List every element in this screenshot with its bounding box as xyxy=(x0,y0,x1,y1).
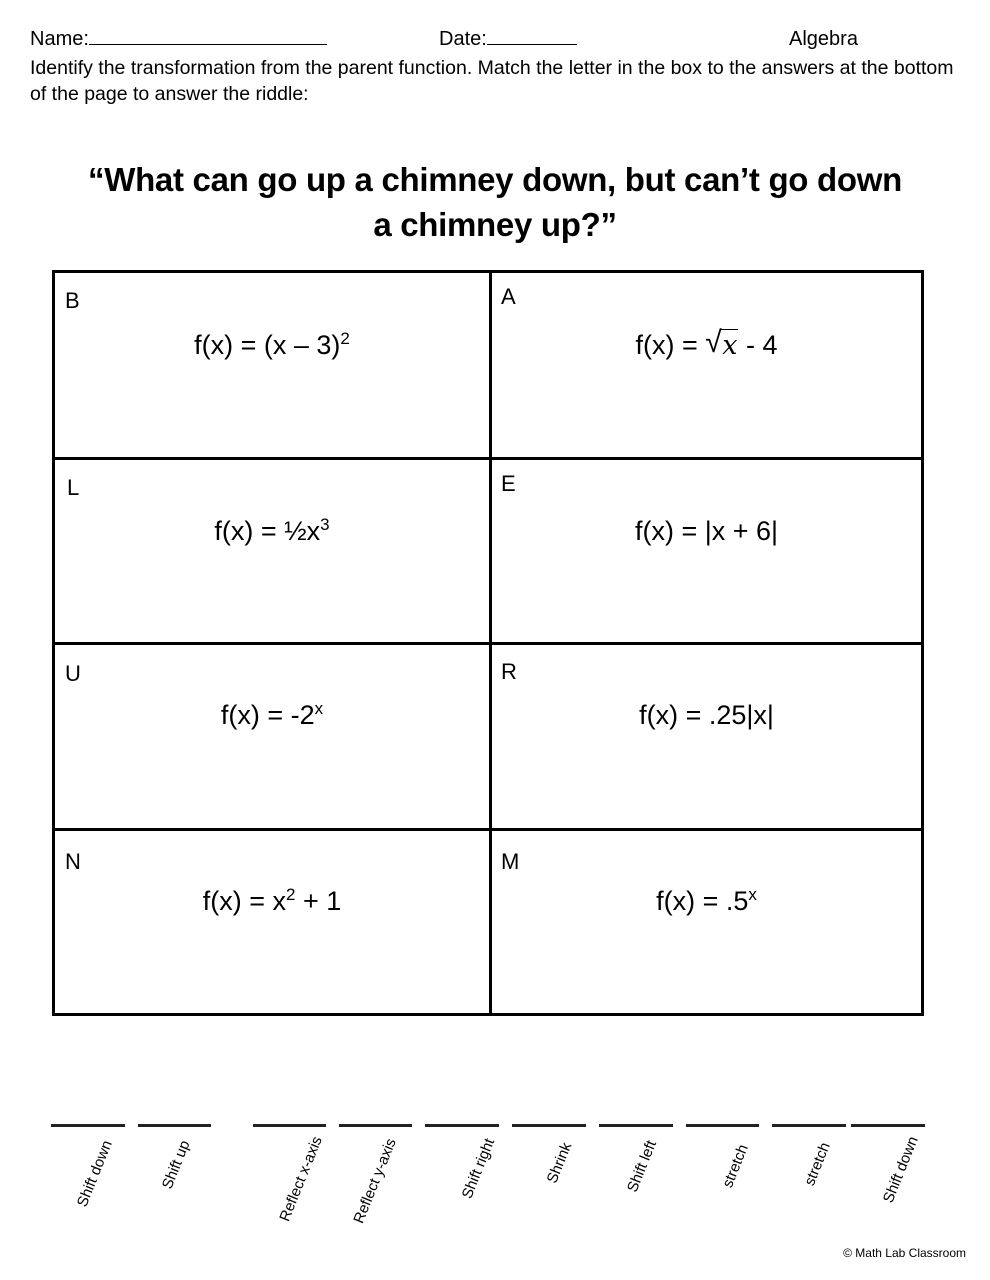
box-letter: R xyxy=(501,659,517,684)
box-letter: A xyxy=(501,284,516,309)
box-e xyxy=(492,460,921,642)
box-u xyxy=(55,645,489,828)
box-equation: $f(x) = .5^x$ xyxy=(656,885,757,916)
answer-label: Shift left xyxy=(623,1138,660,1195)
box-equation: $f(x) = \frac{1}{2}x^3$ xyxy=(214,515,330,546)
box-letter: E xyxy=(501,471,516,496)
answer-label: Shrink xyxy=(544,1140,576,1186)
box-equation: f(x) = .25|x| xyxy=(639,700,774,730)
box-equation: f(x) = (x – 3)$^2$ xyxy=(194,329,350,360)
answer-blank-8[interactable] xyxy=(686,1124,759,1127)
answer-label: stretch xyxy=(719,1142,752,1191)
answer-blank-2[interactable] xyxy=(138,1124,211,1127)
answer-blank-5[interactable] xyxy=(425,1124,499,1127)
box-b xyxy=(55,273,489,457)
answer-label: stretch xyxy=(801,1140,834,1189)
box-letter: L xyxy=(67,475,80,500)
answer-label: Shift right xyxy=(458,1136,498,1202)
copyright: © Math Lab Classroom xyxy=(843,1246,966,1260)
box-letter: M xyxy=(501,849,520,874)
date-field[interactable] xyxy=(439,26,577,52)
riddle-line-1: “What can go up a chimney down, but can’t go down xyxy=(88,161,902,198)
answer-blank-9[interactable] xyxy=(772,1124,846,1127)
box-l xyxy=(55,460,489,642)
answer-blank-10[interactable] xyxy=(851,1124,925,1127)
date-label: Date: xyxy=(439,28,487,50)
transformation-grid xyxy=(52,270,924,1016)
answer-blank-6[interactable] xyxy=(512,1124,586,1127)
answer-blank-7[interactable] xyxy=(599,1124,673,1127)
box-a xyxy=(492,273,921,457)
answer-label: Shift down xyxy=(73,1138,116,1210)
name-field[interactable] xyxy=(30,26,327,52)
answer-blank-4[interactable] xyxy=(339,1124,412,1127)
answer-label: Shift down xyxy=(879,1134,922,1206)
answer-label: Reflect y-axis xyxy=(350,1136,400,1226)
box-equation: $f(x) = -2^x$ xyxy=(220,699,324,730)
answer-label: Shift up xyxy=(158,1138,194,1192)
date-blank[interactable] xyxy=(487,26,577,45)
box-equation: f(x) = √ x - 4 xyxy=(635,326,778,361)
box-n xyxy=(55,831,489,1013)
square-root: √ x xyxy=(705,326,738,361)
riddle-line-2: a chimney up?” xyxy=(373,206,617,243)
box-equation: $f(x) = x^2 + 1$ xyxy=(202,885,342,916)
answer-blank-3[interactable] xyxy=(253,1124,326,1127)
box-m xyxy=(492,831,921,1013)
subject-label: Algebra xyxy=(789,28,858,50)
answer-blank-1[interactable] xyxy=(51,1124,125,1127)
box-r xyxy=(492,645,921,828)
name-blank[interactable] xyxy=(89,26,327,45)
name-label: Name: xyxy=(30,28,89,50)
box-letter: U xyxy=(65,661,81,686)
riddle-title xyxy=(50,157,940,247)
box-equation: f(x) = |x + 6| xyxy=(634,516,779,546)
instructions: Identify the transformation from the parent function. Match the letter in the box to the answers at the bottom of the page to answer the riddle: xyxy=(30,57,954,105)
box-letter: N xyxy=(65,849,81,874)
box-letter: B xyxy=(65,288,80,313)
answer-label: Reflect x-axis xyxy=(276,1134,326,1224)
